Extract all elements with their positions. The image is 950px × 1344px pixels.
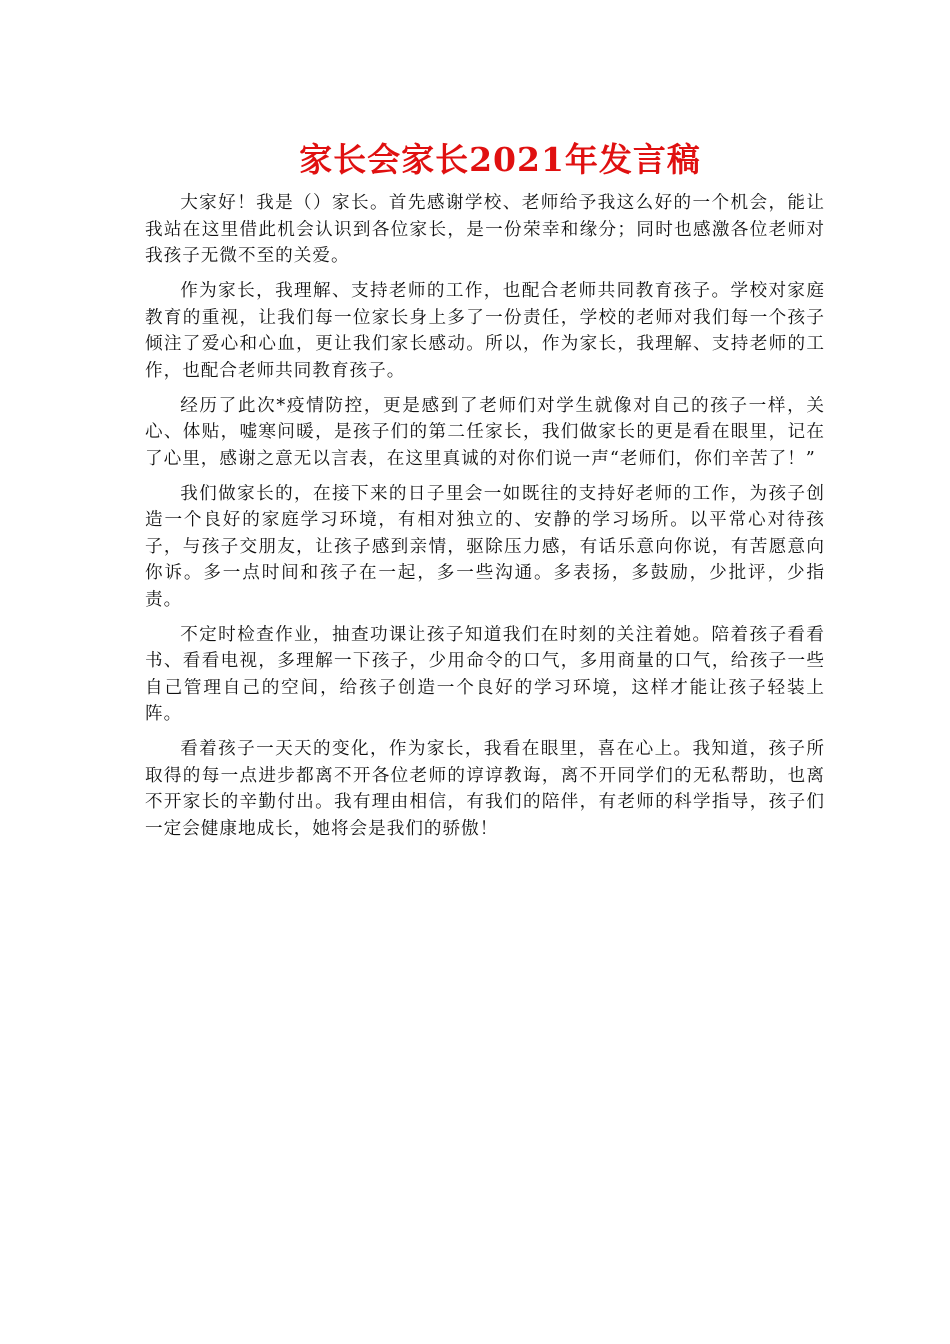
- paragraph: 看着孩子一天天的变化，作为家长，我看在眼里，喜在心上。我知道，孩子所取得的每一点进步都离不开各位老师的谆谆教诲，离不开同学们的无私帮助，也离不开家长的辛勤付出。我有理由相信，有我们的陪伴，有老师的科学指导，孩子们一定会健康地成长，她将会是我们的骄傲！: [145, 739, 825, 839]
- document-body: [145, 190, 825, 851]
- paragraph: 经历了此次*疫情防控，更是感到了老师们对学生就像对自己的孩子一样，关心、体贴，嘘寒问暖，是孩子们的第二任家长，我们做家长的更是看在眼里，记在了心里，感谢之意无以言表，在这里真诚的对你们说一声“老师们，你们辛苦了！”: [145, 395, 825, 469]
- document-title: 家长会家长2021年发言稿: [299, 140, 701, 179]
- paragraph: 作为家长，我理解、支持老师的工作，也配合老师共同教育孩子。学校对家庭教育的重视，让我们每一位家长身上多了一份责任，学校的老师对我们每一个孩子倾注了爱心和心血，更让我们家长感动。所以，作为家长，我理解、支持老师的工作，也配合老师共同教育孩子。: [145, 281, 825, 381]
- paragraph: 我们做家长的，在接下来的日子里会一如既往的支持好老师的工作，为孩子创造一个良好的家庭学习环境，有相对独立的、安静的学习场所。以平常心对待孩子，与孩子交朋友，让孩子感到亲情，驱除压力感，有话乐意向你说，有苦愿意向你诉。多一点时间和孩子在一起，多一些沟通。多表扬，多鼓励，少批评，少指责。: [145, 483, 825, 610]
- paragraph: 大家好！我是（）家长。首先感谢学校、老师给予我这么好的一个机会，能让我站在这里借此机会认识到各位家长，是一份荣幸和缘分；同时也感激各位老师对我孩子无微不至的关爱。: [145, 193, 825, 266]
- paragraph: 不定时检查作业，抽查功课让孩子知道我们在时刻的关注着她。陪着孩子看看书、看看电视，多理解一下孩子，少用命令的口气，多用商量的口气，给孩子一些自己管理自己的空间，给孩子创造一个良好的学习环境，这样才能让孩子轻装上阵。: [145, 624, 825, 724]
